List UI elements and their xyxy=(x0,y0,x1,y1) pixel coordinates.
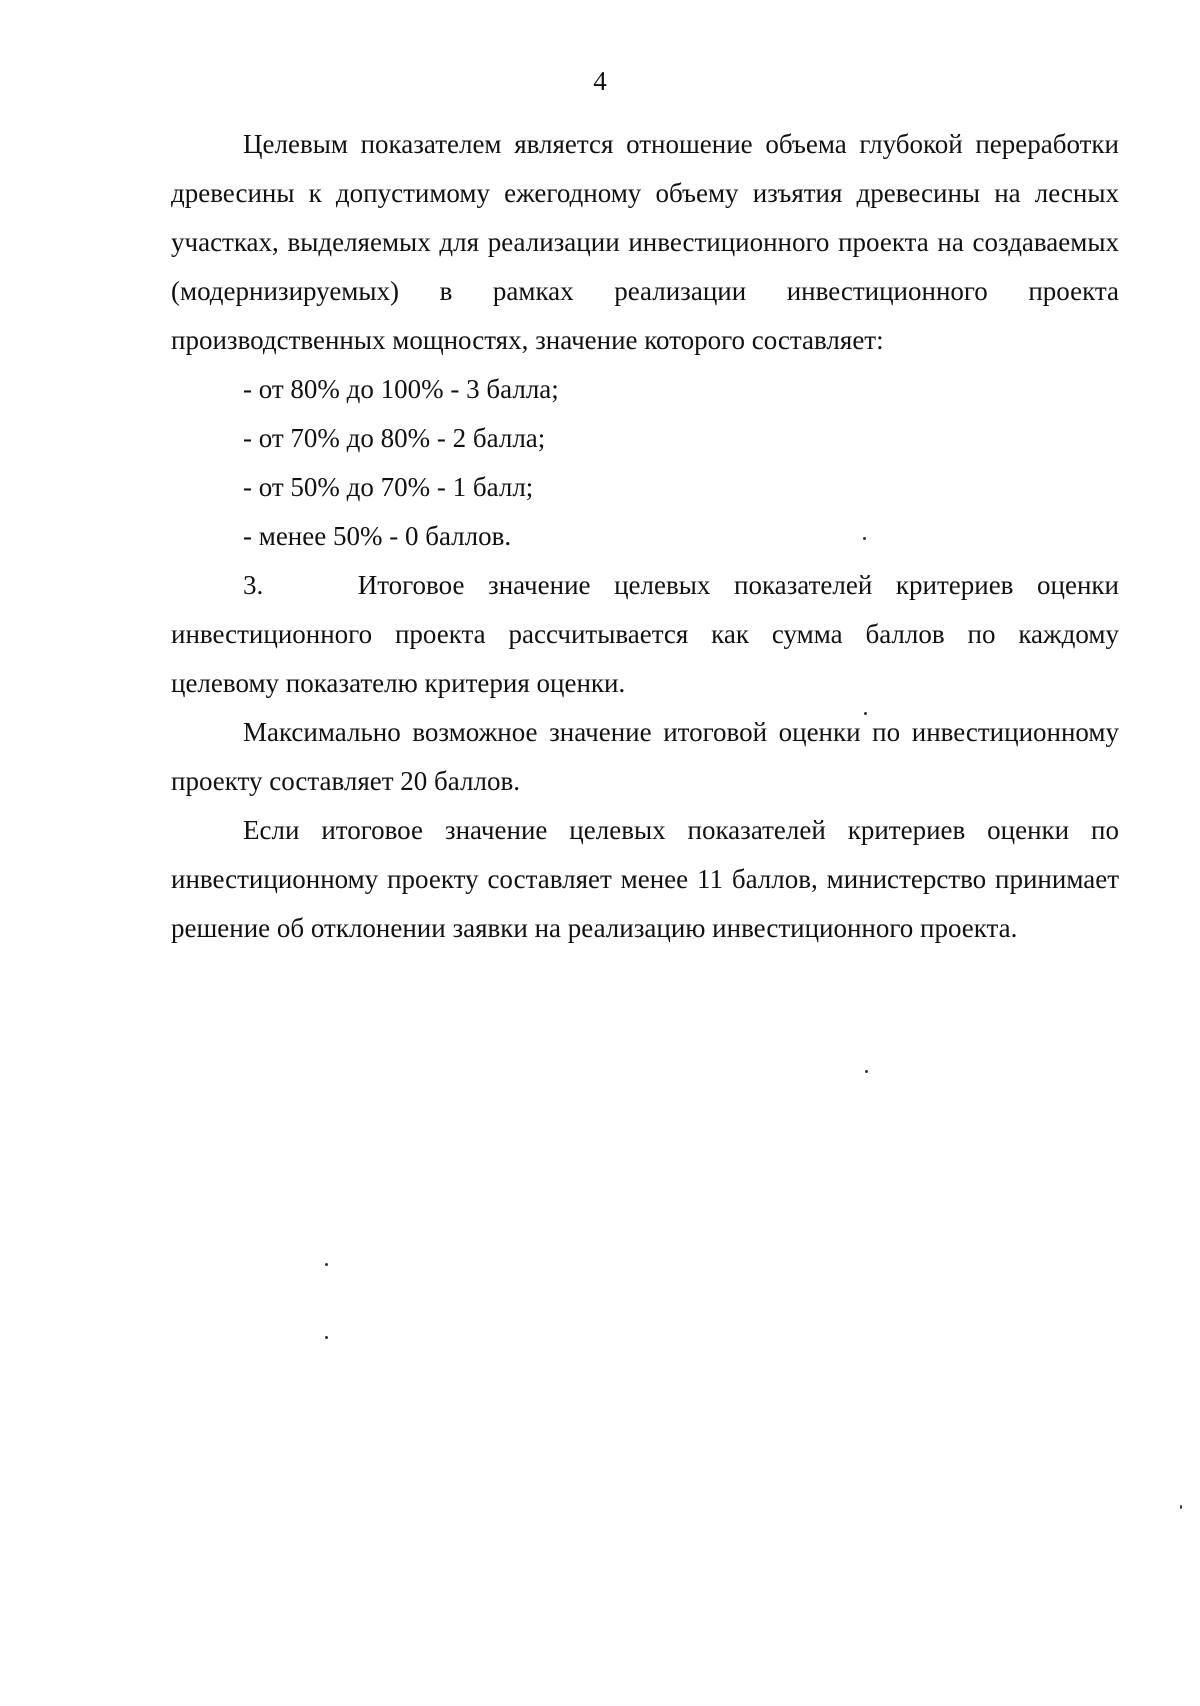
scan-speck xyxy=(864,712,867,715)
list-item: - от 80% до 100% - 3 балла; xyxy=(243,374,559,404)
scan-speck xyxy=(325,1336,328,1339)
paragraph-target-indicator: Целевым показателем является отношение объема глубокой переработки древесины к допустимому ежегодному объему изъятия древесины на лесных участках, выделяемых для реализации инвестиционного проекта на создаваемых (модернизируемых) в рамках реализации инвестиционного проекта производственных мощностях, значение которого составляет: xyxy=(171,129,1119,355)
paragraph-rejection: Если итоговое значение целевых показателей критериев оценки по инвестиционному проекту составляет менее 11 баллов, министерство принимает решение об отклонении заявки на реализацию инвестиционного проекта. xyxy=(171,815,1119,943)
document-body xyxy=(171,120,1119,953)
scan-speck xyxy=(325,1263,328,1266)
list-item: - от 70% до 80% - 2 балла; xyxy=(243,423,546,453)
paragraph-final-score: 3. Итоговое значение целевых показателей критериев оценки инвестиционного проекта рассчитывается как сумма баллов по каждому целевому показателю критерия оценки. xyxy=(171,570,1119,698)
scan-speck xyxy=(863,537,866,540)
scan-speck xyxy=(865,1070,868,1073)
page-number: 4 xyxy=(593,66,607,96)
paragraph-max-score: Максимально возможное значение итоговой оценки по инвестиционному проекту составляет 20 баллов. xyxy=(171,717,1119,796)
scan-speck xyxy=(1180,1505,1182,1509)
list-item: - от 50% до 70% - 1 балл; xyxy=(243,472,534,502)
list-item: - менее 50% - 0 баллов. xyxy=(243,521,512,551)
